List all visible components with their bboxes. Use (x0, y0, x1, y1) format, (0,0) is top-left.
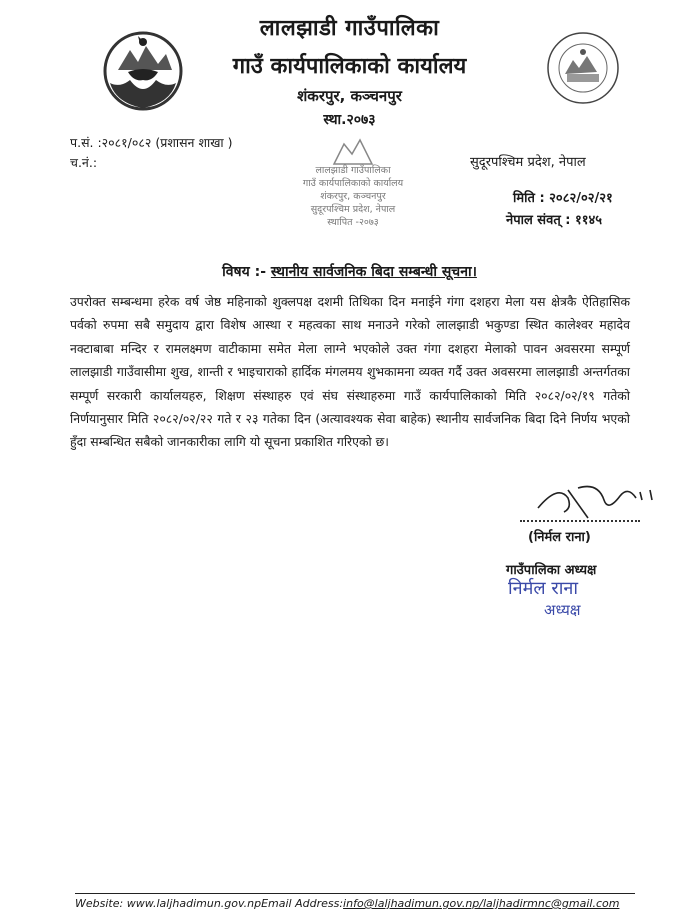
stamp-line2: गाउँ कार्यपालिकाको कार्यालय (302, 178, 404, 189)
signatory-role: गाउँपालिका अध्यक्ष (506, 563, 597, 578)
stamp-line3: शंकरपुर, कञ्चनपुर (320, 191, 386, 202)
dispatch-number: च.नं.: (70, 155, 98, 170)
date-bs: मिति : २०८२/०२/२१ (513, 191, 613, 206)
name-stamp: निर्मल राना (508, 578, 579, 599)
stamp-line1: लालझाडी गाउँपालिका (315, 165, 391, 176)
footer-divider (75, 893, 635, 894)
province-label: सुदूरपश्चिम प्रदेश, नेपाल (470, 155, 586, 170)
stamp-emblem-icon (330, 134, 376, 168)
notice-body: उपरोक्त सम्बन्धमा हरेक वर्ष जेष्ठ महिनाको शुक्लपक्ष दशमी तिथिका दिन मनाईने गंगा दशहरा मेला यस क्षेत्रकै ऐतिहासिक पर्वको रुपमा सबै समुदाय द्वारा विशेष आस्था र महत्वका साथ मनाउने गरेको लालझाडी भकुण्डा स्थित कालेश्वर महादेव नक्टाबाबा मन्दिर र रामलक्ष्मण वाटीकामा समेत मेला लाग्ने भएकोले उक्त गंगा दशहरा मेलाको पावन अवसरमा सम्पूर्ण लालझाडी गाउँवासीमा शुख, शान्ती र भाइचाराको हार्दिक मंगलमय शुभकामना व्यक्त गर्दै उक्त अवसरमा लालझाडी अन्तर्गतका सम्पूर्ण सरकारी कार्यालयहरु, शिक्षण संस्थाहरु एवं संघ संस्थाहरुमा गाउँ कार्यपालिकाको मिति २०८२/०२/१९ गतेको निर्णयानुसार मिति २०८२/०२/२२ गते र २३ गतेका दिन (अत्यावश्यक सेवा बाहेक) स्थानीय सार्वजनिक बिदा दिने निर्णय भएको हुँदा सम्बन्धित सबैको जानकारीका लागि यो सूचना प्रकाशित गरिएको छ। (70, 294, 630, 450)
office-stamp (288, 130, 418, 250)
stamp-line5: स्थापित -२०७३ (327, 217, 379, 228)
role-stamp: अध्यक्ष (544, 601, 581, 619)
established-year: स्था.२०७३ (323, 112, 376, 128)
signatory-name: (निर्मल राना) (528, 530, 591, 545)
signature-line (520, 520, 640, 522)
office-title-line1: लालझाडी गाउँपालिका (259, 16, 440, 41)
reference-number: प.सं. :२०८१/०८२ (प्रशासन शाखा ) (70, 135, 233, 150)
footer-website[interactable]: Website: www.laljhadimun.gov.np (75, 897, 262, 910)
footer-email-label: Email Address: (261, 897, 344, 910)
subject-prefix: विषय :- (222, 264, 266, 280)
stamp-line4: सुदूरपश्चिम प्रदेश, नेपाल (310, 204, 396, 215)
office-title-line2: गाउँ कार्यपालिकाको कार्यालय (232, 54, 467, 79)
office-address: शंकरपुर, कञ्चनपुर (297, 87, 402, 105)
nepal-sambat-date: नेपाल संवत् : ११४५ (506, 213, 603, 228)
subject-line (0, 262, 699, 281)
footer-emails[interactable]: info@laljhadimun.gov.np/laljhadirmnc@gmail.com (343, 897, 620, 910)
signature-mark (528, 478, 668, 522)
footer-contact (75, 897, 619, 910)
subject-text: स्थानीय सार्वजनिक बिदा सम्बन्धी सूचना। (270, 264, 477, 280)
